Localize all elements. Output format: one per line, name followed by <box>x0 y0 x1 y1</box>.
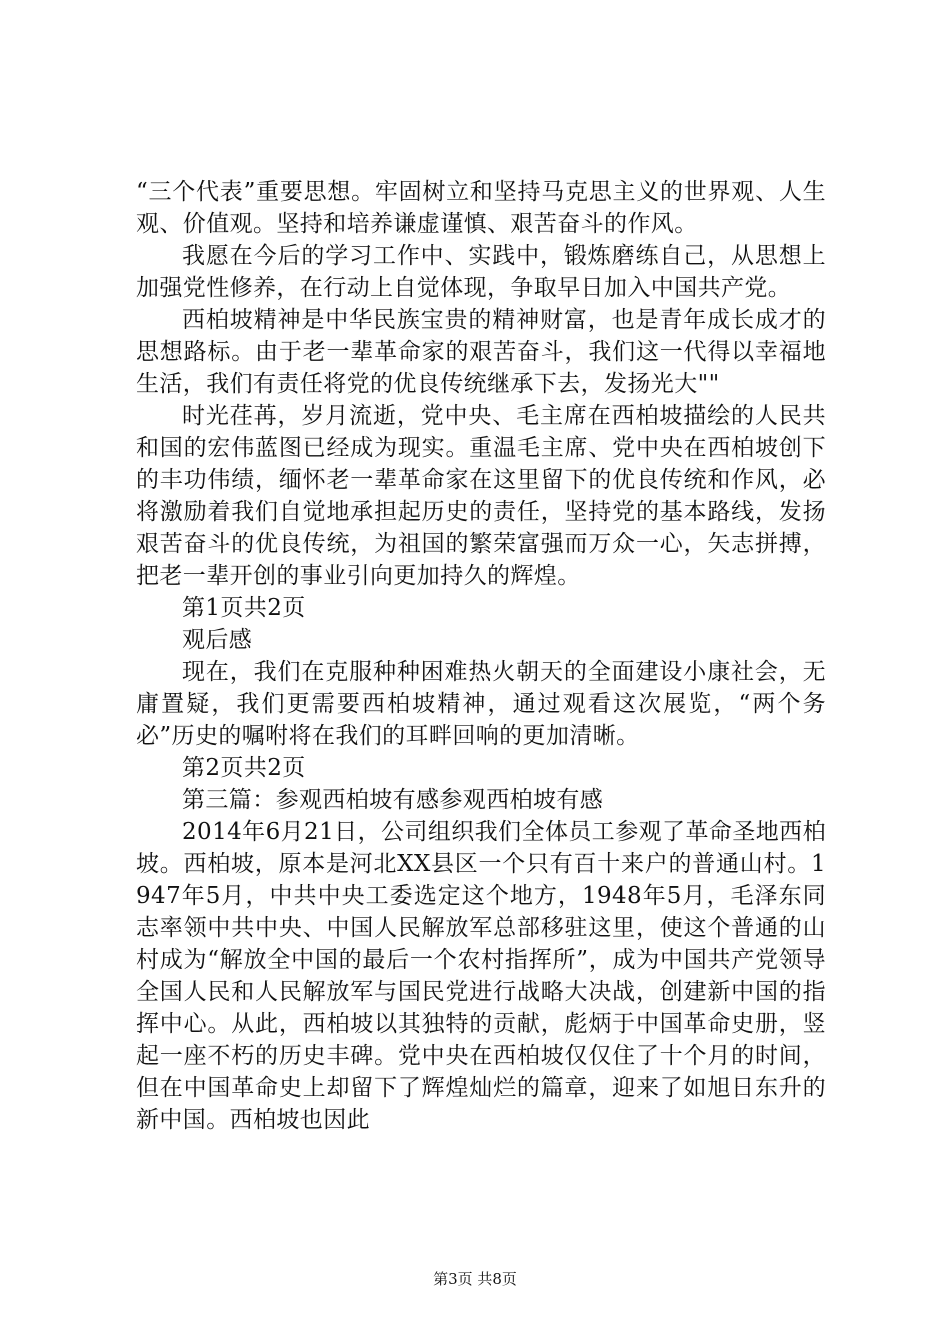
paragraph: 现在，我们在克服种种困难热火朝天的全面建设小康社会，无庸置疑，我们更需要西柏坡精神，通过观看这次展览，“两个务必”历史的嘱咐将在我们的耳畔回响的更加清晰。 <box>136 659 826 749</box>
document-body <box>136 176 826 1136</box>
page-marker: 第2页共2页 <box>182 755 306 781</box>
section-heading: 观后感 <box>182 627 253 653</box>
paragraph: 时光荏苒，岁月流逝，党中央、毛主席在西柏坡描绘的人民共和国的宏伟蓝图已经成为现实。重温毛主席、党中央在西柏坡创下的丰功伟绩，缅怀老一辈革命家在这里留下的优良传统和作风，必将激励着我们自觉地承担起历史的责任，坚持党的基本路线，发扬艰苦奋斗的优良传统，为祖国的繁荣富强而万众一心，矢志拼搏，把老一辈开创的事业引向更加持久的辉煌。 <box>136 403 826 589</box>
paragraph: 2014年6月21日，公司组织我们全体员工参观了革命圣地西柏坡。西柏坡，原本是河北XX县区一个只有百十来户的普通山村。1947年5月，中共中央工委选定这个地方，1948年5月，毛泽东同志率领中共中央、中国人民解放军总部移驻这里，使这个普通的山村成为“解放全中国的最后一个农村指挥所”，成为中国共产党领导全国人民和人民解放军与国民党进行战略大决战，创建新中国的指挥中心。从此，西柏坡以其独特的贡献，彪炳于中国革命史册，竖起一座不朽的历史丰碑。党中央在西柏坡仅仅住了十个月的时间，但在中国革命史上却留下了辉煌灿烂的篇章，迎来了如旭日东升的新中国。西柏坡也因此 <box>136 819 826 1133</box>
page-marker: 第1页共2页 <box>182 595 306 621</box>
page-footer: 第3页 共8页 <box>433 1270 517 1288</box>
paragraph: “三个代表”重要思想。牢固树立和坚持马克思主义的世界观、人生观、价值观。坚持和培养谦虚谨慎、艰苦奋斗的作风。 <box>136 179 826 237</box>
paragraph: 西柏坡精神是中华民族宝贵的精神财富，也是青年成长成才的思想路标。由于老一辈革命家的艰苦奋斗，我们这一代得以幸福地生活，我们有责任将党的优良传统继承下去，发扬光大"" <box>136 307 826 397</box>
section-heading: 第三篇：参观西柏坡有感参观西柏坡有感 <box>182 787 604 813</box>
paragraph: 我愿在今后的学习工作中、实践中，锻炼磨练自己，从思想上加强党性修养，在行动上自觉体现，争取早日加入中国共产党。 <box>136 243 826 301</box>
